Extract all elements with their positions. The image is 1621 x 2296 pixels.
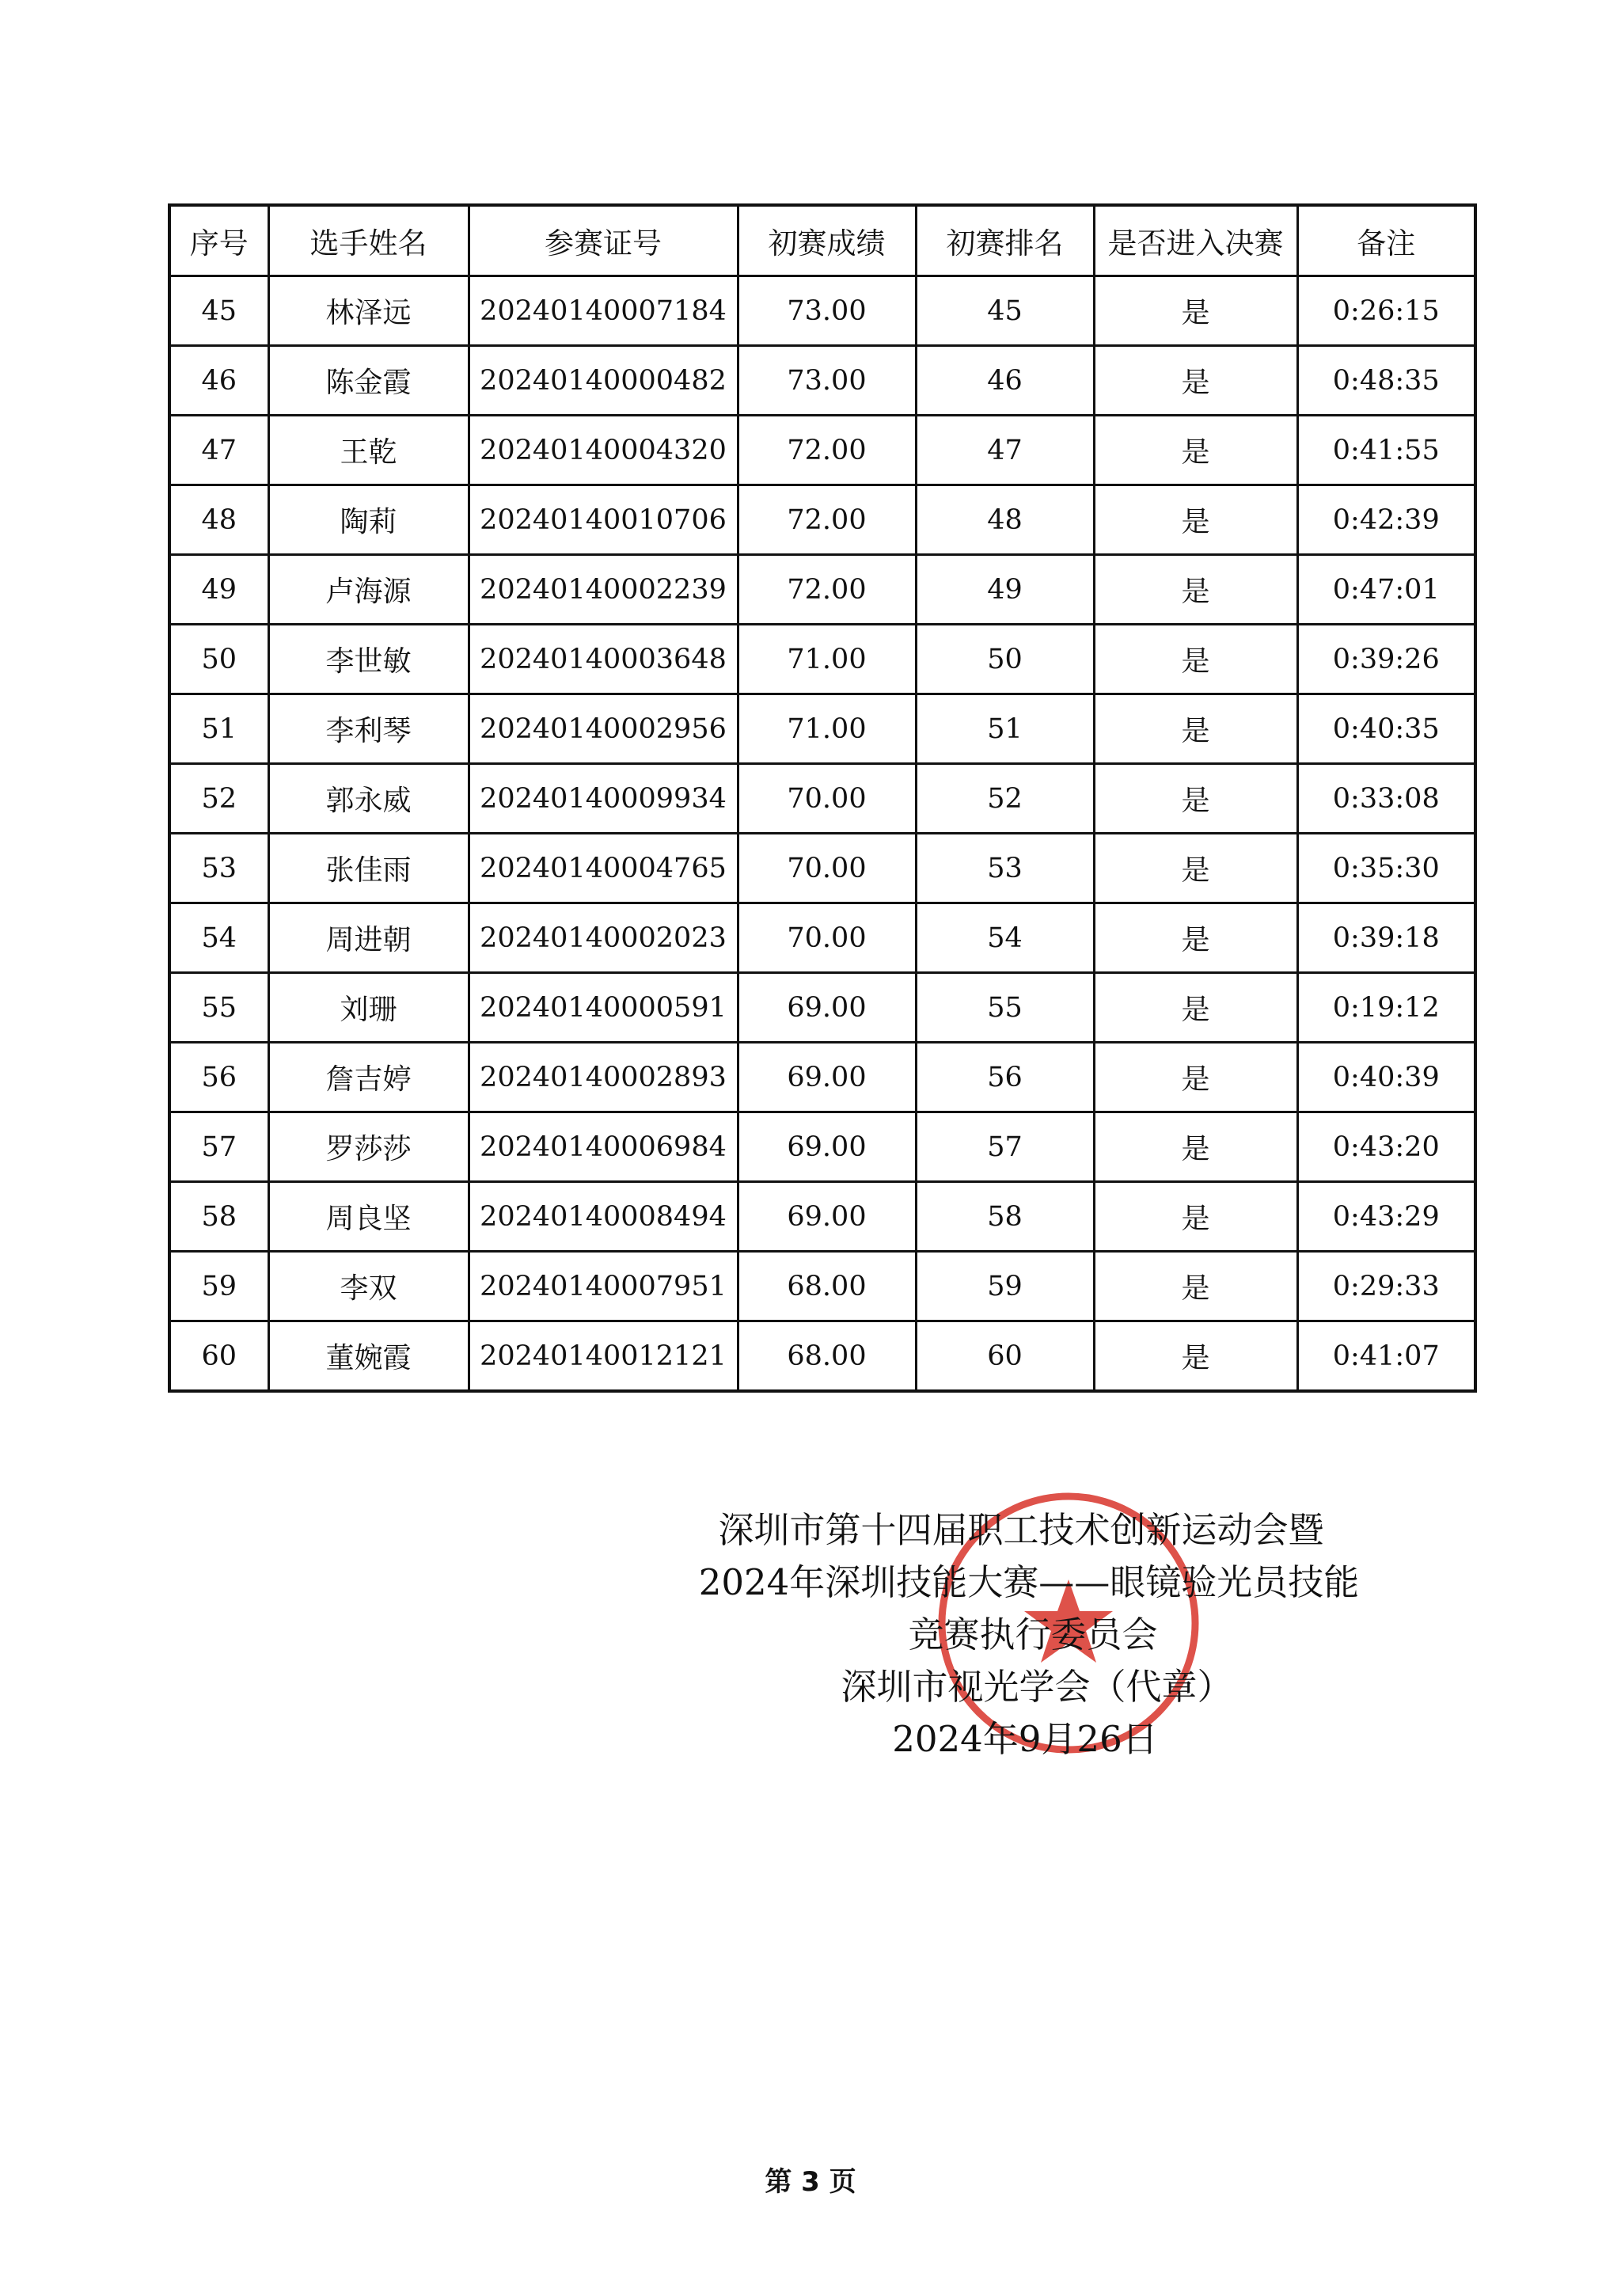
- cell-rank: 59: [916, 1252, 1094, 1321]
- cell-name: 张佳雨: [268, 834, 469, 903]
- cell-final: 是: [1094, 485, 1297, 555]
- cell-index: 58: [169, 1182, 268, 1252]
- cell-score: 70.00: [738, 903, 916, 973]
- cell-rank: 50: [916, 625, 1094, 694]
- cell-final: 是: [1094, 1321, 1297, 1392]
- cell-rank: 47: [916, 416, 1094, 485]
- cell-rank: 60: [916, 1321, 1094, 1392]
- cell-name: 王乾: [268, 416, 469, 485]
- table-row: [169, 1112, 1475, 1182]
- cell-final: 是: [1094, 764, 1297, 834]
- cell-rank: 55: [916, 973, 1094, 1043]
- table-row: [169, 555, 1475, 625]
- cell-rank: 48: [916, 485, 1094, 555]
- cell-name: 卢海源: [268, 555, 469, 625]
- cell-cert-no: 20240140000482: [469, 346, 738, 416]
- cell-cert-no: 20240140004320: [469, 416, 738, 485]
- cell-score: 68.00: [738, 1321, 916, 1392]
- cell-name: 周进朝: [268, 903, 469, 973]
- cell-final: 是: [1094, 1043, 1297, 1112]
- cell-name: 罗莎莎: [268, 1112, 469, 1182]
- cell-index: 46: [169, 346, 268, 416]
- cell-cert-no: 20240140002023: [469, 903, 738, 973]
- signature-org-line3: 竞赛执行委员会: [908, 1614, 1158, 1655]
- cell-score: 69.00: [738, 1112, 916, 1182]
- header-remark: 备注: [1297, 205, 1475, 276]
- cell-index: 52: [169, 764, 268, 834]
- cell-score: 71.00: [738, 625, 916, 694]
- cell-name: 李世敏: [268, 625, 469, 694]
- cell-rank: 57: [916, 1112, 1094, 1182]
- cell-cert-no: 20240140010706: [469, 485, 738, 555]
- table-row: [169, 694, 1475, 764]
- cell-name: 林泽远: [268, 276, 469, 346]
- table-row: [169, 1043, 1475, 1112]
- cell-index: 48: [169, 485, 268, 555]
- page-number: 第 3 页: [765, 2166, 856, 2198]
- cell-final: 是: [1094, 625, 1297, 694]
- cell-rank: 56: [916, 1043, 1094, 1112]
- cell-cert-no: 20240140007184: [469, 276, 738, 346]
- table-row: [169, 973, 1475, 1043]
- table-row: [169, 1252, 1475, 1321]
- cell-rank: 46: [916, 346, 1094, 416]
- cell-cert-no: 20240140003648: [469, 625, 738, 694]
- cell-final: 是: [1094, 346, 1297, 416]
- cell-rank: 53: [916, 834, 1094, 903]
- cell-index: 60: [169, 1321, 268, 1392]
- header-name: 选手姓名: [268, 205, 469, 276]
- cell-final: 是: [1094, 1182, 1297, 1252]
- cell-score: 73.00: [738, 346, 916, 416]
- cell-remark: 0:33:08: [1297, 764, 1475, 834]
- header-index: 序号: [169, 205, 268, 276]
- cell-rank: 49: [916, 555, 1094, 625]
- cell-score: 70.00: [738, 764, 916, 834]
- cell-cert-no: 20240140006984: [469, 1112, 738, 1182]
- cell-rank: 45: [916, 276, 1094, 346]
- cell-name: 董婉霞: [268, 1321, 469, 1392]
- cell-index: 45: [169, 276, 268, 346]
- cell-score: 68.00: [738, 1252, 916, 1321]
- cell-remark: 0:48:35: [1297, 346, 1475, 416]
- cell-name: 陈金霞: [268, 346, 469, 416]
- header-rank: 初赛排名: [916, 205, 1094, 276]
- table-row: [169, 764, 1475, 834]
- table-row: [169, 1182, 1475, 1252]
- cell-remark: 0:35:30: [1297, 834, 1475, 903]
- cell-score: 70.00: [738, 834, 916, 903]
- cell-cert-no: 20240140007951: [469, 1252, 738, 1321]
- cell-score: 72.00: [738, 416, 916, 485]
- table-row: [169, 1321, 1475, 1392]
- cell-remark: 0:43:20: [1297, 1112, 1475, 1182]
- cell-index: 54: [169, 903, 268, 973]
- header-final: 是否进入决赛: [1094, 205, 1297, 276]
- cell-cert-no: 20240140002893: [469, 1043, 738, 1112]
- signature-org-line1: 深圳市第十四届职工技术创新运动会暨: [718, 1509, 1324, 1551]
- cell-remark: 0:29:33: [1297, 1252, 1475, 1321]
- cell-final: 是: [1094, 694, 1297, 764]
- cell-cert-no: 20240140009934: [469, 764, 738, 834]
- results-table: [168, 203, 1477, 1393]
- cell-cert-no: 20240140000591: [469, 973, 738, 1043]
- cell-index: 49: [169, 555, 268, 625]
- signature-seal-line: 深圳市视光学会（代章）: [841, 1666, 1233, 1708]
- cell-remark: 0:40:39: [1297, 1043, 1475, 1112]
- cell-final: 是: [1094, 555, 1297, 625]
- cell-index: 55: [169, 973, 268, 1043]
- cell-remark: 0:26:15: [1297, 276, 1475, 346]
- cell-final: 是: [1094, 1112, 1297, 1182]
- table-row: [169, 346, 1475, 416]
- table-body: [169, 276, 1475, 1392]
- cell-score: 71.00: [738, 694, 916, 764]
- cell-rank: 58: [916, 1182, 1094, 1252]
- cell-final: 是: [1094, 416, 1297, 485]
- cell-remark: 0:39:18: [1297, 903, 1475, 973]
- cell-index: 51: [169, 694, 268, 764]
- cell-final: 是: [1094, 903, 1297, 973]
- cell-name: 李双: [268, 1252, 469, 1321]
- cell-final: 是: [1094, 276, 1297, 346]
- header-row: [169, 205, 1475, 276]
- cell-index: 53: [169, 834, 268, 903]
- cell-cert-no: 20240140012121: [469, 1321, 738, 1392]
- cell-index: 56: [169, 1043, 268, 1112]
- table-row: [169, 276, 1475, 346]
- cell-cert-no: 20240140002239: [469, 555, 738, 625]
- cell-rank: 52: [916, 764, 1094, 834]
- signature-date: 2024年9月26日: [892, 1718, 1158, 1760]
- cell-score: 69.00: [738, 1043, 916, 1112]
- cell-score: 72.00: [738, 485, 916, 555]
- table-row: [169, 903, 1475, 973]
- cell-name: 郭永威: [268, 764, 469, 834]
- cell-remark: 0:43:29: [1297, 1182, 1475, 1252]
- cell-remark: 0:47:01: [1297, 555, 1475, 625]
- header-cert-no: 参赛证号: [469, 205, 738, 276]
- cell-name: 陶莉: [268, 485, 469, 555]
- cell-index: 59: [169, 1252, 268, 1321]
- cell-cert-no: 20240140004765: [469, 834, 738, 903]
- cell-remark: 0:42:39: [1297, 485, 1475, 555]
- header-score: 初赛成绩: [738, 205, 916, 276]
- cell-score: 69.00: [738, 1182, 916, 1252]
- cell-remark: 0:40:35: [1297, 694, 1475, 764]
- cell-name: 周良坚: [268, 1182, 469, 1252]
- cell-index: 50: [169, 625, 268, 694]
- cell-score: 69.00: [738, 973, 916, 1043]
- table-row: [169, 834, 1475, 903]
- cell-rank: 54: [916, 903, 1094, 973]
- table-row: [169, 416, 1475, 485]
- signature-org-line2: 2024年深圳技能大赛——眼镜验光员技能: [698, 1561, 1360, 1603]
- cell-final: 是: [1094, 834, 1297, 903]
- table-row: [169, 485, 1475, 555]
- cell-name: 李利琴: [268, 694, 469, 764]
- cell-remark: 0:41:07: [1297, 1321, 1475, 1392]
- cell-cert-no: 20240140008494: [469, 1182, 738, 1252]
- cell-final: 是: [1094, 973, 1297, 1043]
- cell-remark: 0:19:12: [1297, 973, 1475, 1043]
- cell-index: 47: [169, 416, 268, 485]
- cell-index: 57: [169, 1112, 268, 1182]
- cell-name: 詹吉婷: [268, 1043, 469, 1112]
- cell-score: 72.00: [738, 555, 916, 625]
- signature-block: [625, 1504, 1417, 1766]
- table-header: [169, 205, 1475, 276]
- cell-name: 刘珊: [268, 973, 469, 1043]
- cell-rank: 51: [916, 694, 1094, 764]
- cell-final: 是: [1094, 1252, 1297, 1321]
- cell-remark: 0:39:26: [1297, 625, 1475, 694]
- cell-cert-no: 20240140002956: [469, 694, 738, 764]
- table-row: [169, 625, 1475, 694]
- cell-remark: 0:41:55: [1297, 416, 1475, 485]
- cell-score: 73.00: [738, 276, 916, 346]
